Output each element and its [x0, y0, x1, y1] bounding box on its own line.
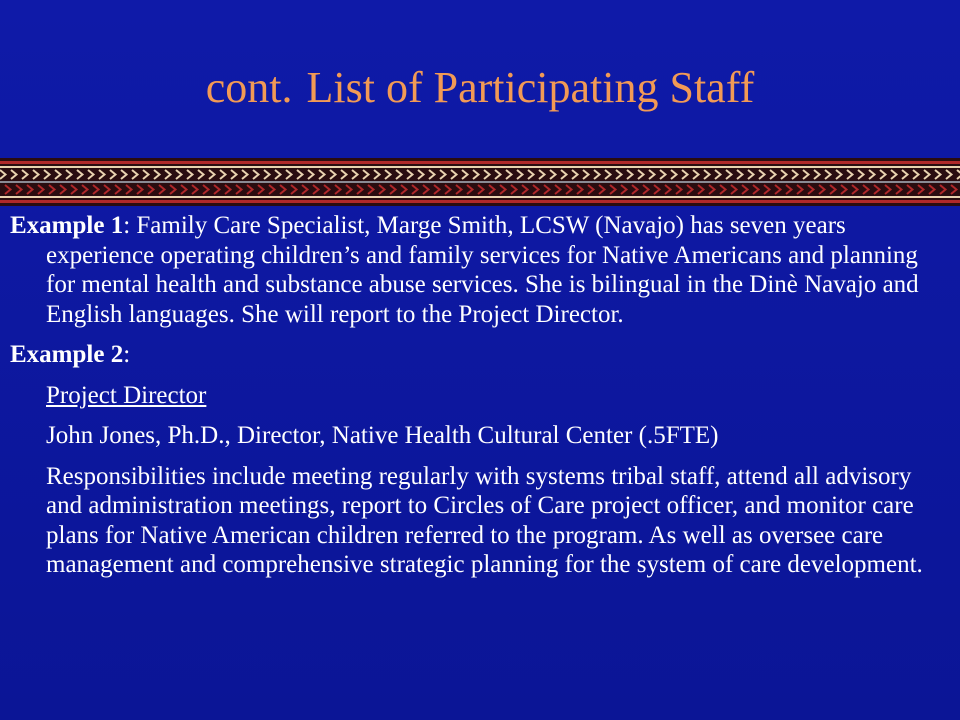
example-2-paragraph: [10, 340, 945, 370]
example-2-label: Example 2: [10, 341, 124, 368]
example-1-paragraph: [10, 211, 945, 329]
example-1-text: : Family Care Specialist, Marge Smith, LCSW (Navajo) has seven years experience operating children’s and family services for Native Americans and planning for mental health and substance abuse services. She is bilingual in the Dinè Navajo and English languages. She will report to the Project Director.: [46, 212, 919, 328]
responsibilities-text: Responsibilities include meeting regularly with systems tribal staff, attend all advisory and administration meetings, report to Circles of Care project officer, and monitor care plans for Native American children referred to the program. As well as oversee care management and comprehensive strategic planning for the system of care development.: [46, 462, 923, 578]
staff-line: John Jones, Ph.D., Director, Native Health Cultural Center (.5FTE): [46, 422, 719, 449]
role-heading: Project Director: [46, 381, 207, 409]
slide-title: [0, 60, 960, 116]
title-prefix: cont.: [205, 63, 293, 112]
title-main: List of Participating Staff: [306, 63, 755, 112]
slide-body: [10, 211, 945, 591]
example-1-label: Example 1: [10, 212, 124, 239]
decorative-woven-band: [0, 158, 960, 206]
example-2-colon: :: [123, 341, 131, 368]
